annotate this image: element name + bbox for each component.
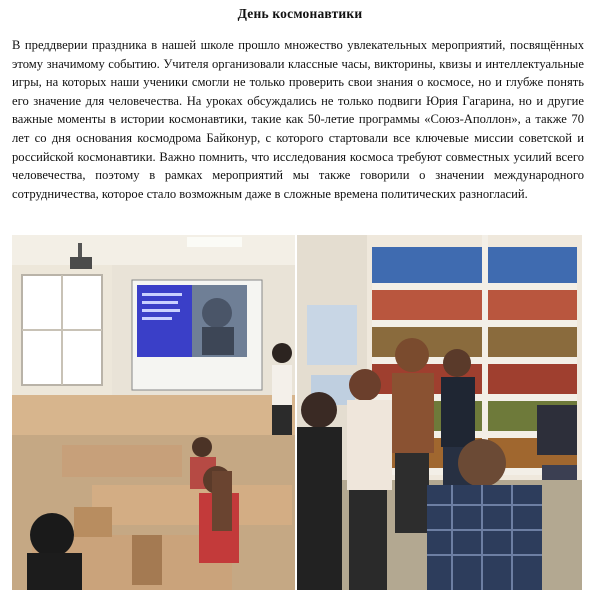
document-paragraph: В преддверии праздника в нашей школе прошло множество увлекательных мероприятий, посвящённых этому значимому событию. Учителя организовали классные часы, викторины, квизы и интеллектуальные игры, на которых наши ученики смогли не только проверить свои знания о космосе, но и глубже понять его значение для человечества. На уроках обсуждались не только подвиги Юрия Гагарина, но и другие важные моменты в истории космонавтики, такие как 50-летие программы «Союз-Аполлон», а также 70 лет со дня основания космодрома Байконур, с которого стартовали все ключевые миссии советской и российской космонавтики. Важно помнить, что исследования космоса требуют совместных усилий всего человечества, поэтому в рамках мероприятий мы также говорили о значении международного сотрудничества, которое стало возможным даже в сложные времена политических разногласий. [12, 38, 584, 201]
library-scene [297, 235, 582, 590]
library-students-photo [297, 235, 582, 590]
photo-collage [12, 235, 582, 590]
document-title: День космонавтики [237, 6, 363, 21]
classroom-scene [12, 235, 295, 590]
classroom-presentation-photo [12, 235, 295, 590]
